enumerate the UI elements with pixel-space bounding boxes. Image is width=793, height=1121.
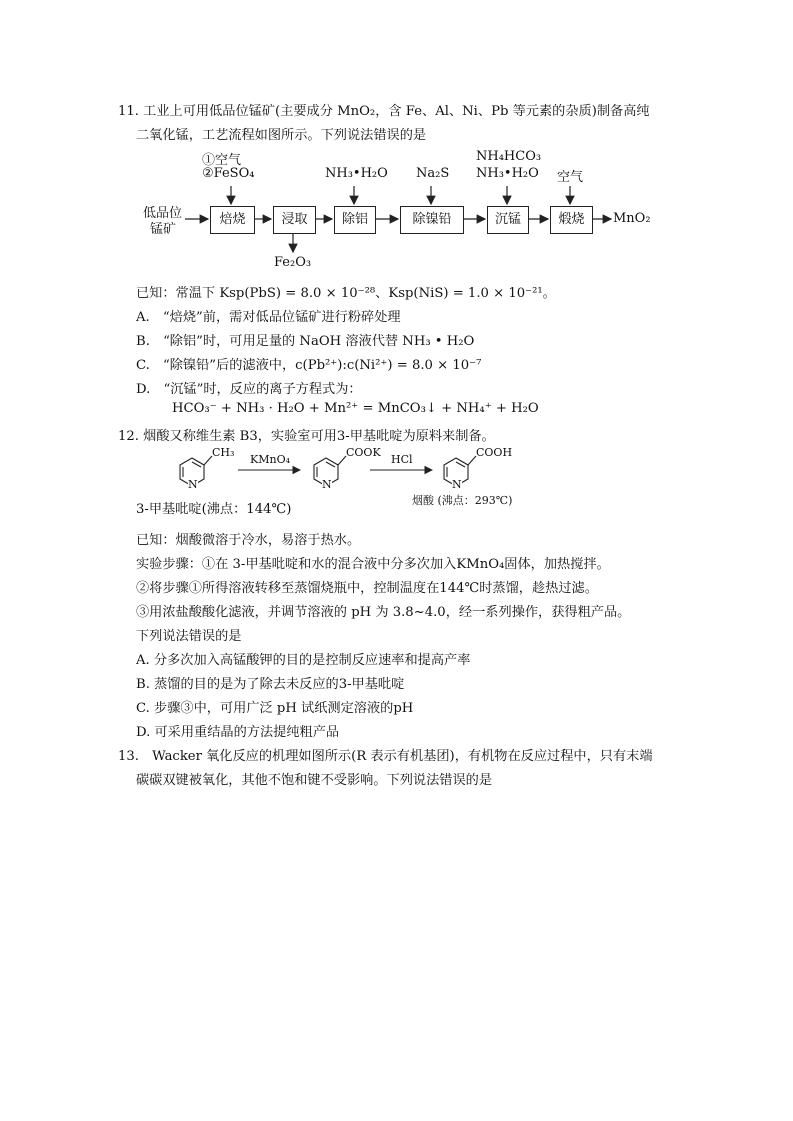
q12-option-b: B. 蒸馏的目的是为了除去未反应的3-甲基吡啶 [136,677,405,692]
q12-option-c: C. 步骤③中，可用广泛 pH 试纸测定溶液的pH [136,701,414,716]
flow-input-nh3-b: NH₃•H₂O [476,166,539,181]
q12-step3: ③用浓盐酸酸化滤液，并调节溶液的 pH 为 3.8~4.0，经一系列操作，获得粗产品。 [136,605,631,620]
ring2-nitrogen: N [322,478,332,491]
flow-raw-line2: 锰矿 [150,222,177,237]
q12-option-d: D. 可采用重结晶的方法提纯粗产品 [136,725,340,740]
flow-input-na2s: Na₂S [416,166,450,181]
flow-input-air-b: 空气 [557,170,584,185]
flow-step-calcine: 煅烧 [550,206,593,234]
q11-option-d: D. “沉锰”时，反应的离子方程式为： [136,382,362,397]
q13-stem-line1: 13. Wacker 氧化反应的机理如图所示(R 表示有机基团)，有机物在反应过程中，只有末端 [118,749,653,764]
reagent-kmno4: KMnO₄ [250,453,290,466]
substituent-cook: COOK [346,446,381,459]
q11-equation: HCO₃⁻ + NH₃ · H₂O + Mn²⁺ = MnCO₃↓ + NH₄⁺ + H₂O [172,401,539,416]
substituent-ch3: CH₃ [212,446,235,459]
substituent-cooh: COOH [476,446,513,459]
q11-option-c: C. “除镍铅”后的滤液中，c(Pb²⁺):c(Ni²⁺) = 8.0 × 10⁻⁷ [136,358,482,373]
flow-step-remove-al: 除铝 [334,206,376,234]
flow-step-remove-ni-pb: 除镍铅 [400,206,464,234]
q11-option-a: A. “焙烧”前，需对低品位锰矿进行粉碎处理 [136,310,401,325]
flow-product: MnO₂ [613,211,651,226]
q11-stem-line2: 二氧化锰，工艺流程如图所示。下列说法错误的是 [136,128,427,143]
ring1-nitrogen: N [188,478,198,491]
q11-stem-line1: 11. 工业上可用低品位锰矿(主要成分 MnO₂，含 Fe、Al、Ni、Pb 等元素的杂质)制备高纯 [118,104,650,119]
flow-input-nh3: NH₃•H₂O [325,166,388,181]
flow-raw-line1: 低品位 [143,206,183,221]
flow-step-leach: 浸取 [273,206,316,234]
reagent-hcl: HCl [391,453,413,466]
q12-question: 下列说法错误的是 [136,629,242,644]
flow-input-air: ①空气 [202,153,242,168]
ring3-nitrogen: N [452,478,462,491]
q11-known: 已知：常温下 Ksp(PbS) = 8.0 × 10⁻²⁸、Ksp(NiS) = 1.0 × 10⁻²¹。 [136,286,556,301]
flow-byproduct: Fe₂O₃ [274,255,312,270]
flow-input-nh4hco3: NH₄HCO₃ [476,149,542,164]
name-nicotinic-acid: 烟酸 (沸点：293℃) [412,494,513,507]
q12-option-a: A. 分多次加入高锰酸钾的目的是控制反应速率和提高产率 [136,653,471,668]
reaction-structures [0,0,793,520]
name-3-methylpyridine: 3-甲基吡啶(沸点：144℃) [136,502,292,517]
q12-known: 已知：烟酸微溶于冷水，易溶于热水。 [136,533,361,548]
flow-input-feso4: ②FeSO₄ [202,166,255,181]
flow-step-precipitate-mn: 沉锰 [487,206,529,234]
q12-step1: 实验步骤：①在 3-甲基吡啶和水的混合液中分多次加入KMnO₄固体，加热搅拌。 [136,557,610,572]
q11-option-b: B. “除铝”时，可用足量的 NaOH 溶液代替 NH₃ • H₂O [136,334,475,349]
q12-step2: ②将步骤①所得溶液转移至蒸馏烧瓶中，控制温度在144℃时蒸馏，趁热过滤。 [136,581,598,596]
q13-stem-line2: 碳碳双键被氧化，其他不饱和键不受影响。下列说法错误的是 [136,773,493,788]
q12-stem: 12. 烟酸又称维生素 B3，实验室可用3-甲基吡啶为原料来制备。 [118,429,495,444]
flow-step-roast: 焙烧 [210,206,255,234]
